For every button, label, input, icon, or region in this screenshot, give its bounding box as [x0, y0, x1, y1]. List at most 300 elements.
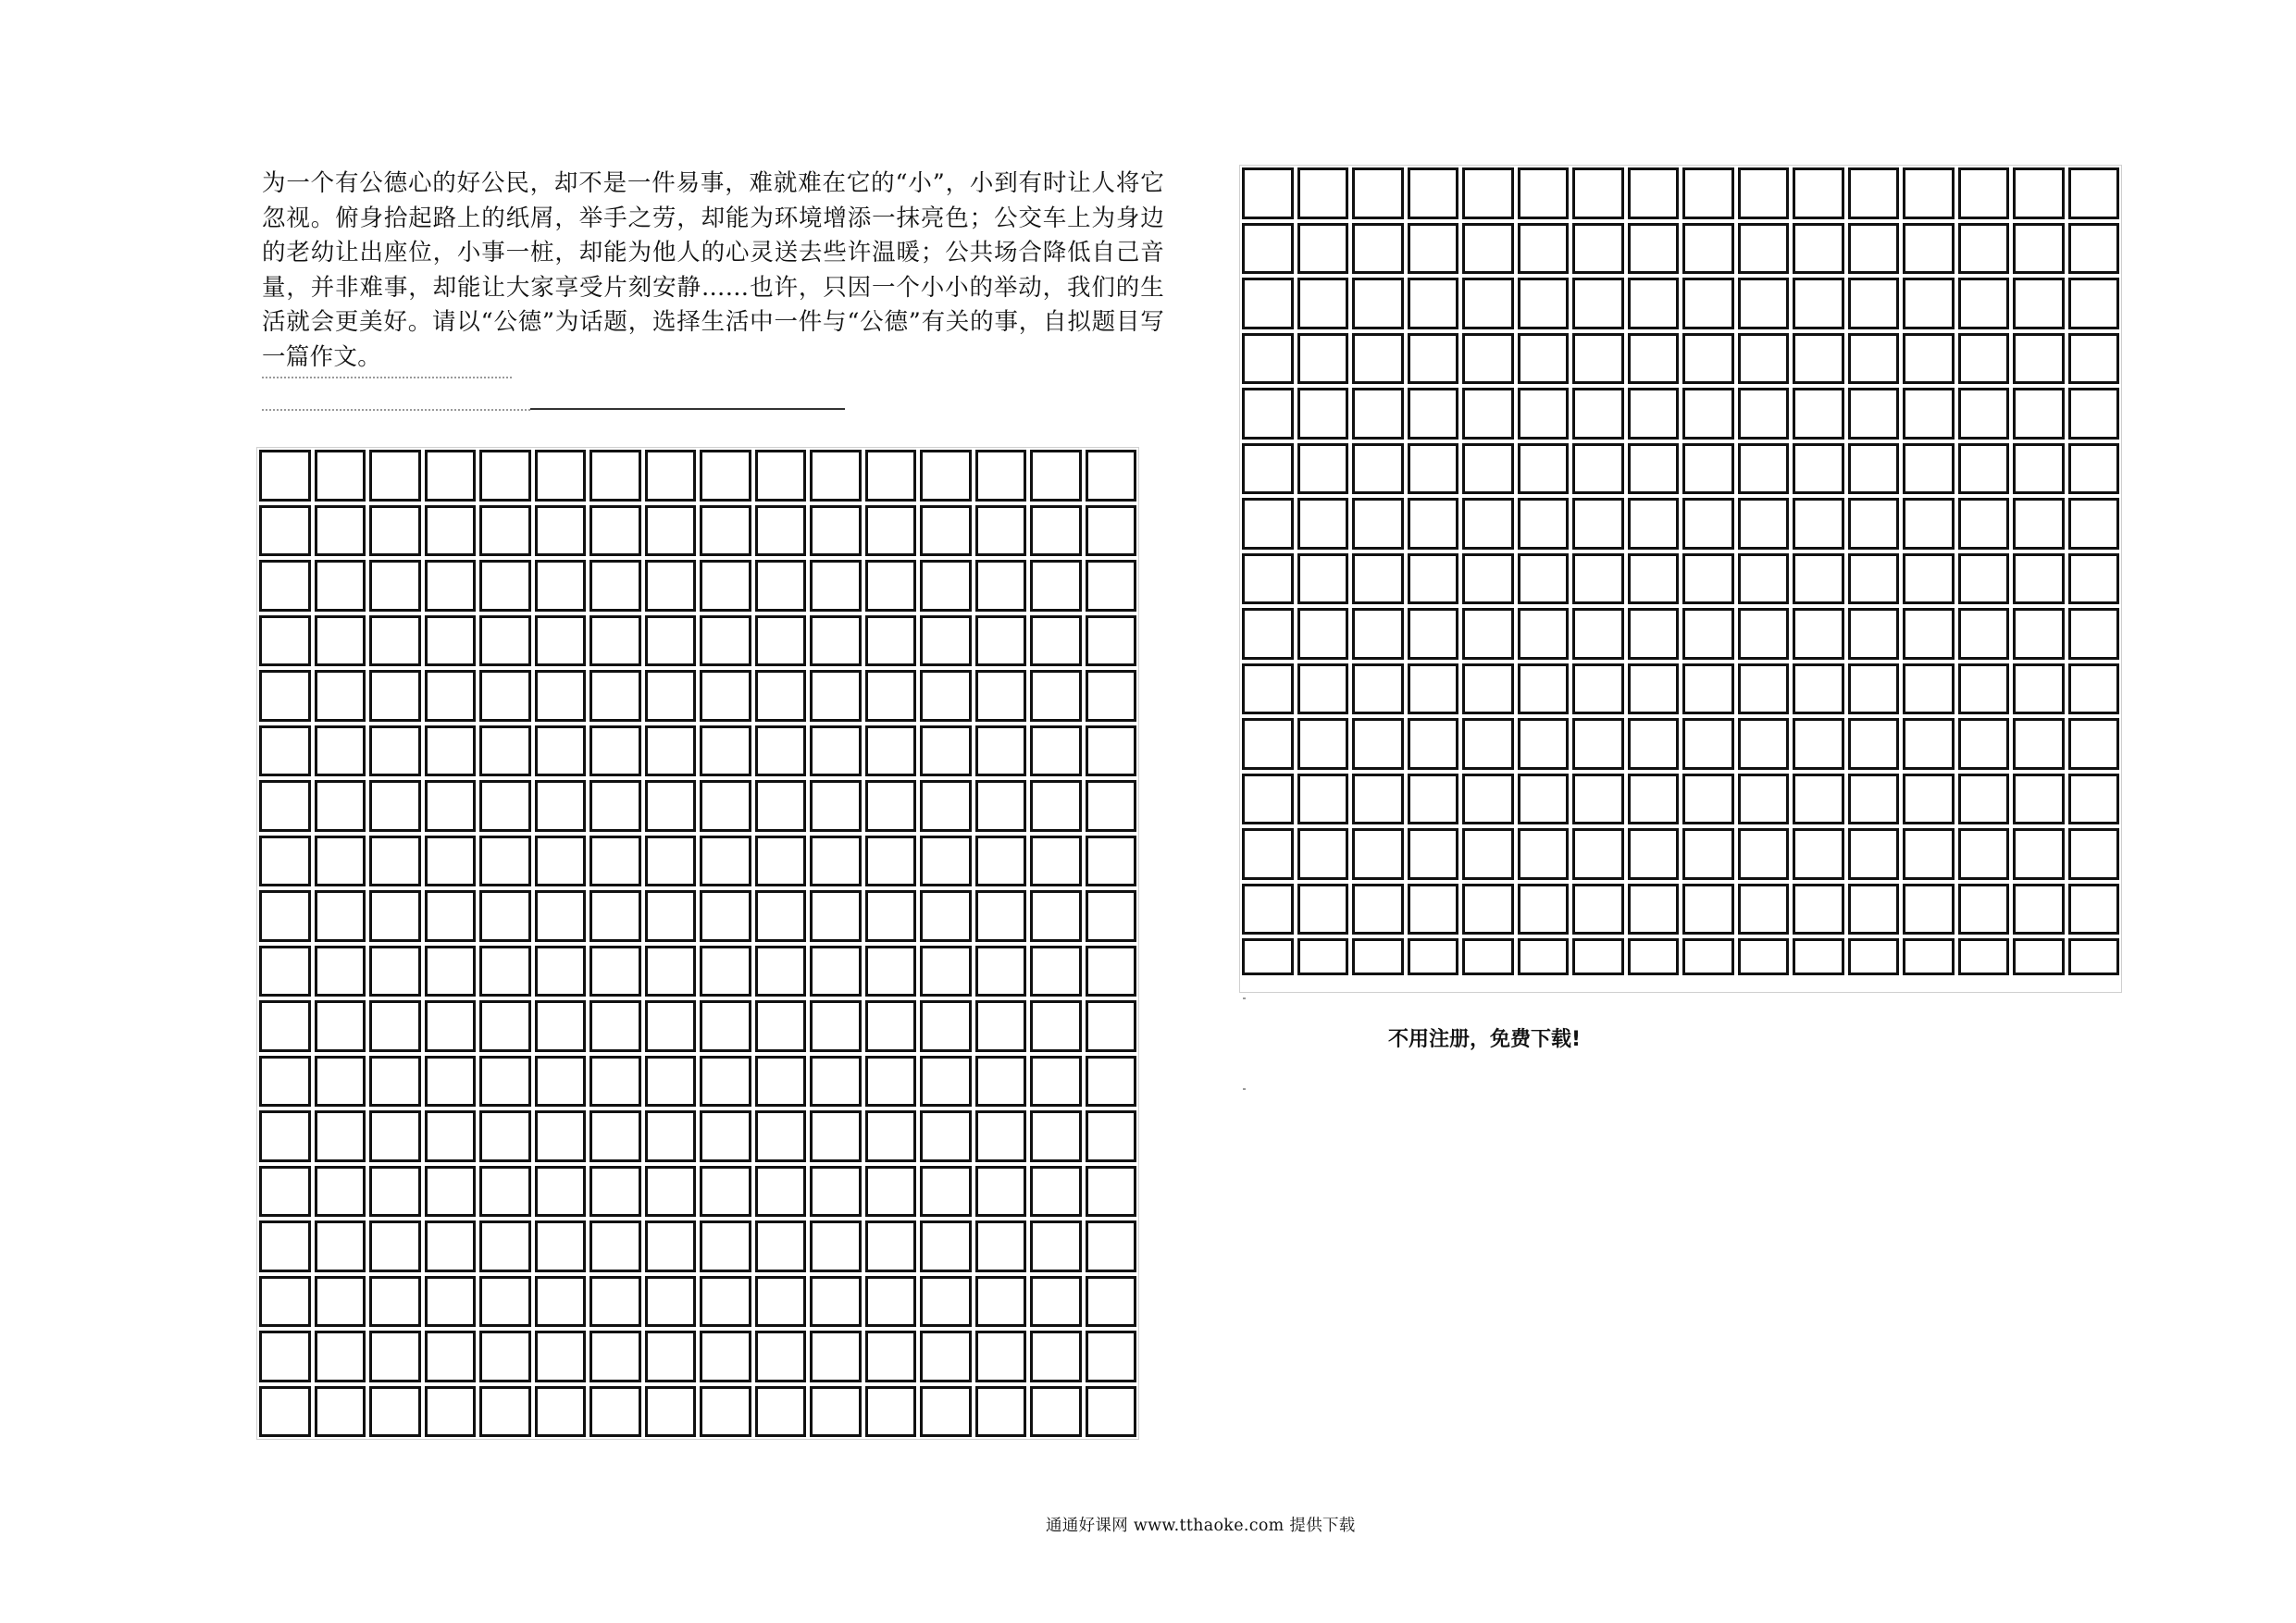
grid-cell	[590, 615, 641, 667]
grid-cell	[535, 1220, 587, 1272]
grid-cell	[920, 836, 972, 887]
grid-cell	[1793, 884, 1844, 935]
grid-cell	[425, 560, 477, 612]
grid-cell	[1572, 938, 1624, 975]
grid-cell	[1030, 1056, 1082, 1108]
grid-cell	[2068, 388, 2120, 440]
grid-cell	[1793, 498, 1844, 550]
grid-cell	[1297, 884, 1349, 935]
grid-cell	[479, 1386, 531, 1438]
grid-cell	[1518, 774, 1570, 825]
grid-cell	[2013, 828, 2065, 880]
grid-cell	[700, 1056, 751, 1108]
grid-cell	[1903, 774, 1955, 825]
grid-cell	[315, 725, 366, 777]
grid-cell	[259, 780, 311, 832]
grid-cell	[1242, 774, 1294, 825]
grid-cell	[1572, 774, 1624, 825]
grid-cell	[1030, 670, 1082, 722]
grid-cell	[920, 1276, 972, 1328]
grid-cell	[1408, 443, 1459, 495]
grid-cell	[425, 1331, 477, 1382]
grid-cell	[2068, 553, 2120, 605]
grid-cell	[259, 890, 311, 942]
grid-cell	[479, 560, 531, 612]
grid-cell	[315, 836, 366, 887]
grid-cell	[1462, 443, 1514, 495]
grid-cell	[755, 615, 807, 667]
grid-cell	[1030, 1331, 1082, 1382]
grid-cell	[1903, 938, 1955, 975]
grid-cell	[259, 1276, 311, 1328]
grid-cell	[259, 1110, 311, 1162]
grid-cell	[1903, 608, 1955, 660]
grid-cell	[259, 1166, 311, 1218]
grid-cell	[1242, 884, 1294, 935]
grid-cell	[810, 946, 862, 997]
grid-cell	[590, 560, 641, 612]
grid-cell	[1738, 498, 1790, 550]
grid-cell	[259, 1056, 311, 1108]
grid-cell	[425, 1386, 477, 1438]
grid-cell	[2013, 884, 2065, 935]
grid-cell	[1297, 223, 1349, 275]
grid-cell	[1848, 938, 1900, 975]
grid-cell	[1408, 333, 1459, 385]
grid-cell	[1352, 167, 1404, 219]
grid-cell	[315, 505, 366, 557]
grid-cell	[590, 1331, 641, 1382]
grid-cell	[1738, 167, 1790, 219]
grid-cell	[755, 1110, 807, 1162]
grid-cell	[1628, 388, 1680, 440]
grid-cell	[535, 780, 587, 832]
grid-cell	[369, 560, 421, 612]
grid-cell	[1518, 938, 1570, 975]
grid-cell	[1408, 884, 1459, 935]
grid-cell	[2068, 718, 2120, 770]
grid-cell	[2013, 388, 2065, 440]
grid-cell	[755, 1056, 807, 1108]
grid-cell	[810, 1000, 862, 1052]
grid-cell	[369, 1386, 421, 1438]
grid-cell	[1030, 505, 1082, 557]
grid-cell	[1408, 718, 1459, 770]
grid-cell	[2068, 663, 2120, 715]
grid-cell	[975, 1110, 1027, 1162]
grid-cell	[1682, 278, 1734, 329]
grid-cell	[1242, 663, 1294, 715]
grid-cell	[975, 780, 1027, 832]
grid-cell	[700, 890, 751, 942]
grid-cell	[1738, 278, 1790, 329]
grid-cell	[1682, 223, 1734, 275]
grid-cell	[2013, 608, 2065, 660]
grid-cell	[1518, 388, 1570, 440]
grid-cell	[1682, 884, 1734, 935]
grid-cell	[1518, 828, 1570, 880]
grid-cell	[1030, 725, 1082, 777]
grid-cell	[865, 780, 917, 832]
grid-cell	[2013, 498, 2065, 550]
grid-cell	[1738, 828, 1790, 880]
grid-cell	[590, 725, 641, 777]
grid-cell	[865, 1000, 917, 1052]
grid-cell	[810, 725, 862, 777]
grid-cell	[425, 1166, 477, 1218]
grid-cell	[1903, 333, 1955, 385]
grid-cell	[975, 836, 1027, 887]
grid-cell	[1903, 828, 1955, 880]
grid-cell	[1738, 553, 1790, 605]
grid-cell	[1086, 615, 1137, 667]
grid-cell	[1958, 663, 2010, 715]
grid-cell	[645, 1000, 697, 1052]
grid-cell	[1738, 774, 1790, 825]
grid-cell	[259, 725, 311, 777]
grid-cell	[1297, 663, 1349, 715]
grid-cell	[1572, 608, 1624, 660]
grid-cell	[2068, 223, 2120, 275]
grid-cell	[1848, 718, 1900, 770]
grid-cell	[590, 1276, 641, 1328]
grid-cell	[259, 560, 311, 612]
grid-cell	[865, 1056, 917, 1108]
grid-cell	[1030, 560, 1082, 612]
grid-cell	[1682, 828, 1734, 880]
grid-cell	[1518, 884, 1570, 935]
grid-cell	[975, 505, 1027, 557]
grid-cell	[920, 1056, 972, 1108]
grid-cell	[1903, 443, 1955, 495]
grid-cell	[1738, 443, 1790, 495]
grid-cell	[1793, 443, 1844, 495]
grid-cell	[1848, 388, 1900, 440]
grid-cell	[1030, 890, 1082, 942]
grid-cell	[315, 1331, 366, 1382]
grid-cell	[1030, 1110, 1082, 1162]
grid-cell	[425, 836, 477, 887]
grid-cell	[1628, 278, 1680, 329]
grid-cell	[1462, 663, 1514, 715]
grid-cell	[1297, 718, 1349, 770]
grid-cell	[1848, 774, 1900, 825]
grid-cell	[1086, 1220, 1137, 1272]
grid-cell	[700, 450, 751, 502]
grid-cell	[2013, 663, 2065, 715]
grid-cell	[369, 505, 421, 557]
grid-cell	[1793, 774, 1844, 825]
grid-cell	[1086, 505, 1137, 557]
title-underline	[530, 408, 845, 410]
grid-cell	[425, 780, 477, 832]
grid-cell	[425, 1000, 477, 1052]
grid-cell	[1793, 167, 1844, 219]
grid-cell	[1738, 333, 1790, 385]
grid-cell	[1352, 443, 1404, 495]
grid-cell	[645, 725, 697, 777]
grid-cell	[1628, 333, 1680, 385]
grid-cell	[920, 780, 972, 832]
grid-cell	[645, 836, 697, 887]
grid-cell	[425, 1110, 477, 1162]
marker-dot	[1243, 997, 1246, 999]
grid-cell	[1352, 498, 1404, 550]
grid-cell	[920, 946, 972, 997]
grid-cell	[1518, 333, 1570, 385]
grid-cell	[1572, 498, 1624, 550]
grid-cell	[1518, 553, 1570, 605]
grid-cell	[1408, 278, 1459, 329]
grid-cell	[1958, 223, 2010, 275]
footer-source: 通通好课网 www.tthaoke.com 提供下载	[1046, 1517, 1356, 1535]
grid-cell	[1518, 663, 1570, 715]
grid-cell	[2068, 828, 2120, 880]
grid-cell	[1462, 333, 1514, 385]
grid-cell	[1628, 498, 1680, 550]
grid-cell	[535, 1331, 587, 1382]
grid-cell	[645, 890, 697, 942]
grid-cell	[1086, 1056, 1137, 1108]
grid-cell	[1682, 774, 1734, 825]
grid-cell	[2013, 223, 2065, 275]
grid-cell	[1086, 1386, 1137, 1438]
grid-cell	[315, 780, 366, 832]
grid-cell	[1352, 774, 1404, 825]
grid-cell	[1297, 167, 1349, 219]
grid-cell	[865, 560, 917, 612]
grid-cell	[1086, 1110, 1137, 1162]
grid-cell	[865, 615, 917, 667]
grid-cell	[425, 450, 477, 502]
grid-cell	[1408, 498, 1459, 550]
grid-cell	[2013, 167, 2065, 219]
grid-cell	[315, 1276, 366, 1328]
grid-cell	[369, 450, 421, 502]
grid-cell	[755, 946, 807, 997]
grid-cell	[975, 450, 1027, 502]
grid-cell	[259, 836, 311, 887]
grid-cell	[1682, 167, 1734, 219]
free-download-notice: 不用注册，免费下载!	[1388, 1028, 1582, 1051]
grid-cell	[975, 1056, 1027, 1108]
grid-cell	[1682, 718, 1734, 770]
grid-cell	[1030, 1276, 1082, 1328]
grid-cell	[590, 780, 641, 832]
grid-cell	[1086, 1166, 1137, 1218]
grid-cell	[645, 670, 697, 722]
grid-cell	[535, 946, 587, 997]
grid-cell	[865, 450, 917, 502]
grid-cell	[1572, 718, 1624, 770]
grid-cell	[315, 1056, 366, 1108]
grid-cell	[1297, 553, 1349, 605]
grid-cell	[920, 1000, 972, 1052]
grid-cell	[535, 1000, 587, 1052]
grid-cell	[1572, 388, 1624, 440]
grid-cell	[2013, 278, 2065, 329]
grid-cell	[369, 890, 421, 942]
grid-cell	[1030, 1386, 1082, 1438]
grid-cell	[755, 1220, 807, 1272]
grid-cell	[1848, 223, 1900, 275]
grid-cell	[315, 615, 366, 667]
grid-cell	[2068, 443, 2120, 495]
grid-cell	[700, 1166, 751, 1218]
grid-cell	[920, 890, 972, 942]
grid-cell	[1793, 938, 1844, 975]
grid-cell	[1848, 498, 1900, 550]
grid-cell	[645, 946, 697, 997]
grid-cell	[810, 1386, 862, 1438]
grid-cell	[535, 670, 587, 722]
grid-cell	[1903, 167, 1955, 219]
grid-cell	[1628, 828, 1680, 880]
grid-cell	[1242, 938, 1294, 975]
grid-cell	[865, 1220, 917, 1272]
grid-cell	[1958, 608, 2010, 660]
grid-cell	[2068, 608, 2120, 660]
grid-cell	[1030, 1000, 1082, 1052]
grid-cell	[1793, 553, 1844, 605]
grid-cell	[700, 505, 751, 557]
grid-cell	[1242, 608, 1294, 660]
grid-cell	[700, 615, 751, 667]
grid-cell	[369, 725, 421, 777]
grid-cell	[1086, 560, 1137, 612]
grid-cell	[479, 1056, 531, 1108]
grid-cell	[810, 505, 862, 557]
grid-cell	[1518, 167, 1570, 219]
grid-cell	[479, 505, 531, 557]
grid-cell	[1848, 828, 1900, 880]
grid-cell	[479, 1276, 531, 1328]
grid-cell	[1297, 828, 1349, 880]
grid-cell	[645, 450, 697, 502]
grid-cell	[425, 1276, 477, 1328]
grid-cell	[1793, 718, 1844, 770]
grid-cell	[1297, 774, 1349, 825]
grid-cell	[425, 1056, 477, 1108]
grid-cell	[1030, 946, 1082, 997]
grid-cell	[865, 1331, 917, 1382]
grid-cell	[369, 1166, 421, 1218]
grid-cell	[1030, 780, 1082, 832]
grid-cell	[920, 505, 972, 557]
dotted-rule-2	[262, 409, 530, 411]
grid-cell	[1738, 718, 1790, 770]
grid-cell	[1408, 938, 1459, 975]
grid-cell	[1518, 278, 1570, 329]
grid-cell	[645, 780, 697, 832]
grid-cell	[975, 725, 1027, 777]
grid-cell	[259, 670, 311, 722]
grid-cell	[479, 615, 531, 667]
grid-cell	[2068, 774, 2120, 825]
grid-cell	[1086, 890, 1137, 942]
grid-cell	[590, 505, 641, 557]
grid-cell	[1628, 663, 1680, 715]
grid-cell	[810, 450, 862, 502]
grid-cell	[975, 890, 1027, 942]
grid-cell	[259, 450, 311, 502]
grid-cell	[975, 946, 1027, 997]
grid-cell	[1462, 884, 1514, 935]
grid-cell	[1518, 223, 1570, 275]
grid-cell	[479, 890, 531, 942]
grid-cell	[1030, 1166, 1082, 1218]
grid-cell	[1958, 278, 2010, 329]
grid-cell	[590, 1386, 641, 1438]
grid-cell	[1297, 608, 1349, 660]
grid-cell	[865, 505, 917, 557]
grid-cell	[810, 780, 862, 832]
grid-cell	[1242, 223, 1294, 275]
grid-cell	[975, 1276, 1027, 1328]
grid-cell	[1462, 278, 1514, 329]
grid-cell	[369, 1220, 421, 1272]
grid-cell	[1682, 553, 1734, 605]
grid-cell	[1518, 498, 1570, 550]
grid-cell	[1408, 608, 1459, 660]
grid-cell	[1738, 663, 1790, 715]
grid-cell	[1408, 553, 1459, 605]
grid-cell	[1572, 443, 1624, 495]
grid-cell	[1903, 553, 1955, 605]
grid-cell	[315, 1220, 366, 1272]
grid-cell	[1408, 167, 1459, 219]
grid-cell	[755, 1276, 807, 1328]
grid-cell	[1682, 443, 1734, 495]
grid-cell	[535, 1166, 587, 1218]
grid-cell	[920, 450, 972, 502]
grid-cell	[479, 1331, 531, 1382]
grid-cell	[1242, 278, 1294, 329]
grid-cell	[1793, 663, 1844, 715]
grid-cell	[369, 1331, 421, 1382]
grid-cell	[1242, 333, 1294, 385]
grid-cell	[1462, 553, 1514, 605]
grid-cell	[1462, 223, 1514, 275]
grid-cell	[1628, 223, 1680, 275]
grid-cell	[425, 1220, 477, 1272]
grid-cell	[700, 946, 751, 997]
grid-cell	[1572, 884, 1624, 935]
grid-cell	[755, 1331, 807, 1382]
grid-cell	[920, 1331, 972, 1382]
grid-cell	[1297, 938, 1349, 975]
grid-cell	[755, 780, 807, 832]
grid-cell	[1086, 725, 1137, 777]
grid-cell	[920, 1386, 972, 1438]
grid-cell	[1462, 167, 1514, 219]
grid-cell	[700, 1000, 751, 1052]
grid-cell	[645, 505, 697, 557]
grid-cell	[975, 615, 1027, 667]
grid-cell	[1848, 167, 1900, 219]
grid-cell	[755, 560, 807, 612]
grid-cell	[315, 1386, 366, 1438]
grid-cell	[1462, 938, 1514, 975]
grid-cell	[2068, 167, 2120, 219]
grid-cell	[535, 560, 587, 612]
essay-prompt: 为一个有公德心的好公民，却不是一件易事，难就难在它的“小”，小到有时让人将它忽视。俯身拾起路上的纸屑，举手之劳，却能为环境增添一抹亮色；公交车上为身边的老幼让出座位，小事一桩，却能为他人的心灵送去些许温暖；公共场合降低自己音量，并非难事，却能让大家享受片刻安静……也许，只因一个小小的举动，我们的生活就会更美好。请以“公德”为话题，选择生活中一件与“公德”有关的事，自拟题目写一篇作文。	[262, 169, 1164, 371]
grid-cell	[865, 1110, 917, 1162]
grid-cell	[865, 725, 917, 777]
grid-cell	[259, 505, 311, 557]
grid-cell	[920, 670, 972, 722]
grid-cell	[1738, 884, 1790, 935]
